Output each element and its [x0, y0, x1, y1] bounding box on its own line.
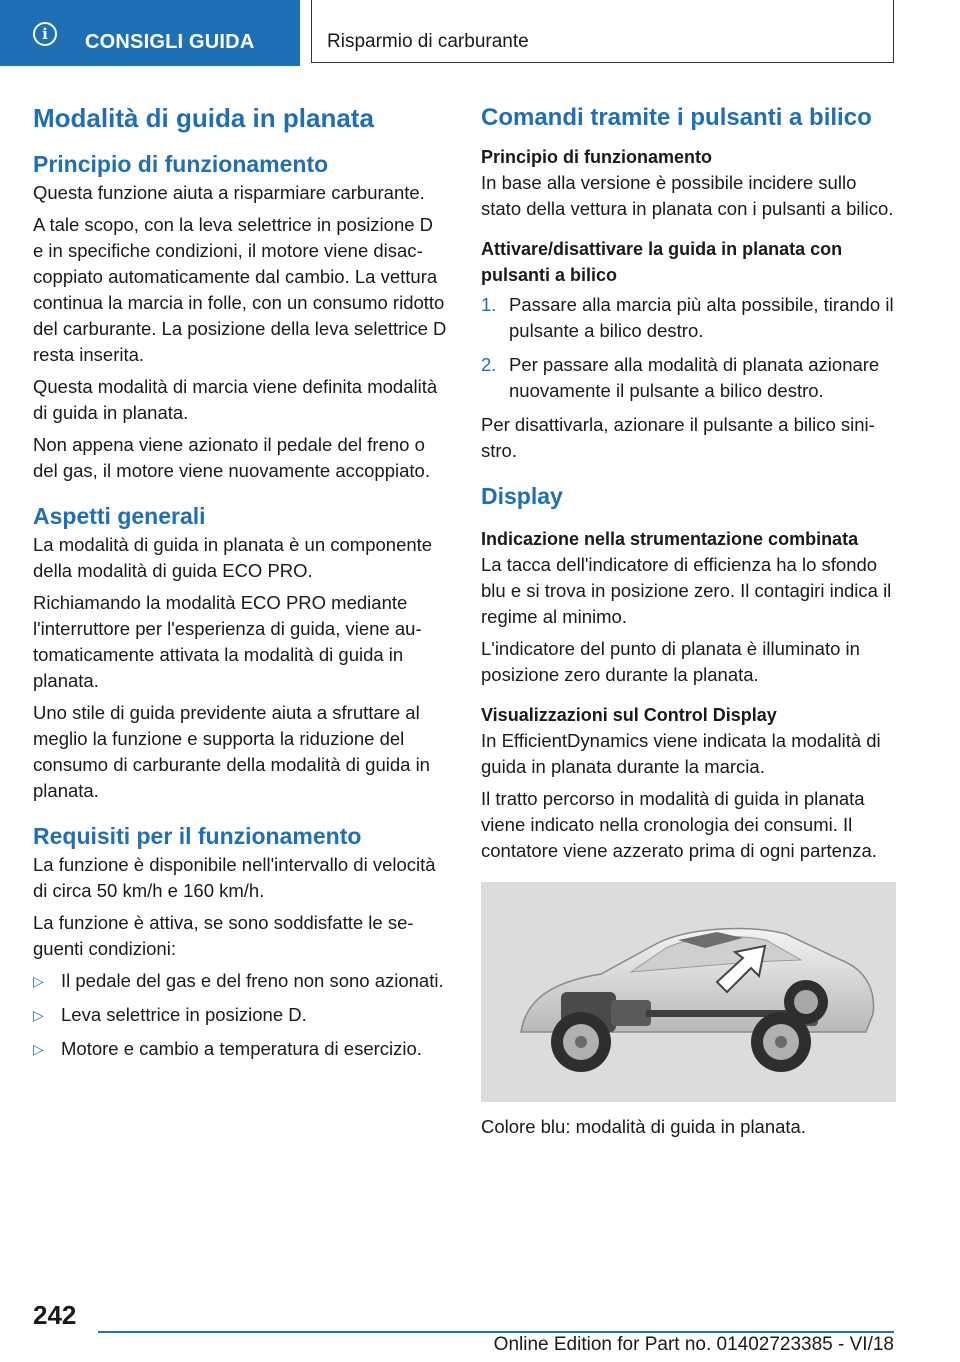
- left-column: [33, 100, 448, 1070]
- car-illustration: [481, 882, 896, 1102]
- heading-display: Display: [481, 483, 563, 509]
- chapter-tab: [0, 0, 300, 66]
- paragraph: In base alla versione è possibile incidere sullo stato della vettura in planata con i pulsanti a bilico.: [481, 172, 894, 219]
- paragraph: La tacca dell'indicatore di efficienza ha lo sfondo blu e si trova in posizione zero. Il contagiri indica il regime al minimo.: [481, 554, 892, 627]
- paragraph: Non appena viene azionato il pedale del freno o del gas, il motore viene nuovamente accoppiato.: [33, 434, 430, 481]
- list-item: ▷ Motore e cambio a temperatura di esercizio.: [33, 1036, 448, 1062]
- list-item: ▷ Il pedale del gas e del freno non sono azionati.: [33, 968, 448, 994]
- heading-strumentazione: Indicazione nella strumentazione combinata: [481, 529, 859, 549]
- paragraph: Richiamando la modalità ECO PRO mediante l'interruttore per l'esperienza di guida, viene automaticamente attivata la modalità di guida in planata.: [33, 592, 422, 691]
- paragraph: La modalità di guida in planata è un componente della modalità di guida ECO PRO.: [33, 534, 433, 581]
- paragraph: La funzione è attiva, se sono soddisfatte le seguenti condizioni:: [33, 912, 414, 959]
- figure-caption: Colore blu: modalità di guida in planata.: [481, 1116, 806, 1137]
- section-title-comandi: Comandi tramite i pulsanti a bilico: [481, 104, 872, 131]
- paragraph: Il tratto percorso in modalità di guida in planata viene indicato nella cronologia dei consumi. Il contatore viene azzerato prima di ogni partenza.: [481, 788, 877, 861]
- car-drivetrain-image: [481, 882, 896, 1102]
- heading-attivare: Attivare/disattivare la guida in planata con pulsanti a bilico: [481, 239, 843, 285]
- paragraph: In EfficientDynamics viene indicata la modalità di guida in planata durante la marcia.: [481, 730, 881, 777]
- conditions-list: [33, 968, 448, 1062]
- section-header: [311, 0, 894, 63]
- right-column: [481, 100, 899, 1146]
- paragraph: L'indicatore del punto di planata è illuminato in posizione zero durante la planata.: [481, 638, 860, 685]
- chapter-label: CONSIGLI GUIDA: [85, 31, 255, 53]
- list-item: 1. Passare alla marcia più alta possibile, tirando il pulsante a bilico destro.: [481, 294, 894, 341]
- triangle-bullet-icon: ▷: [33, 1041, 44, 1057]
- footer-edition: Online Edition for Part no. 01402723385 - VI/18: [493, 1334, 894, 1355]
- paragraph: Per disattivarla, azionare il pulsante a bilico sinistro.: [481, 414, 875, 461]
- footer-divider: [98, 1331, 894, 1333]
- list-item: 2. Per passare alla modalità di planata azionare nuovamente il pulsante a bilico destro.: [481, 354, 880, 401]
- triangle-bullet-icon: ▷: [33, 1007, 44, 1023]
- triangle-bullet-icon: ▷: [33, 973, 44, 989]
- steps-list: [481, 292, 899, 404]
- list-item: ▷ Leva selettrice in posizione D.: [33, 1002, 448, 1028]
- heading-principio: Principio di funzionamento: [33, 151, 329, 177]
- paragraph: A tale scopo, con la leva selettrice in posizione D e in specifiche condizioni, il motore viene disaccoppiato automaticamente dal cambio. La vettura continua la marcia in folle, con un consumo ridotto del carburante. La posizione della leva selettrice D resta inserita.: [33, 214, 447, 365]
- heading-aspetti: Aspetti generali: [33, 503, 206, 529]
- heading-control-display: Visualizzazioni sul Control Display: [481, 705, 777, 725]
- heading-principio-right: Principio di funzionamento: [481, 147, 712, 167]
- paragraph: Uno stile di guida previdente aiuta a sfruttare al meglio la funzione e supporta la riduzione del consumo di carburante della modalità di guida in planata.: [33, 702, 430, 801]
- info-icon: i: [33, 22, 57, 46]
- page-title: Modalità di guida in planata: [33, 103, 374, 133]
- page-number: 242: [33, 1300, 77, 1330]
- heading-requisiti: Requisiti per il funzionamento: [33, 823, 362, 849]
- section-title: Risparmio di carburante: [327, 31, 529, 52]
- paragraph: Questa modalità di marcia viene definita modalità di guida in planata.: [33, 376, 438, 423]
- paragraph: Questa funzione aiuta a risparmiare carburante.: [33, 182, 425, 203]
- paragraph: La funzione è disponibile nell'intervallo di velocità di circa 50 km/h e 160 km/h.: [33, 854, 436, 901]
